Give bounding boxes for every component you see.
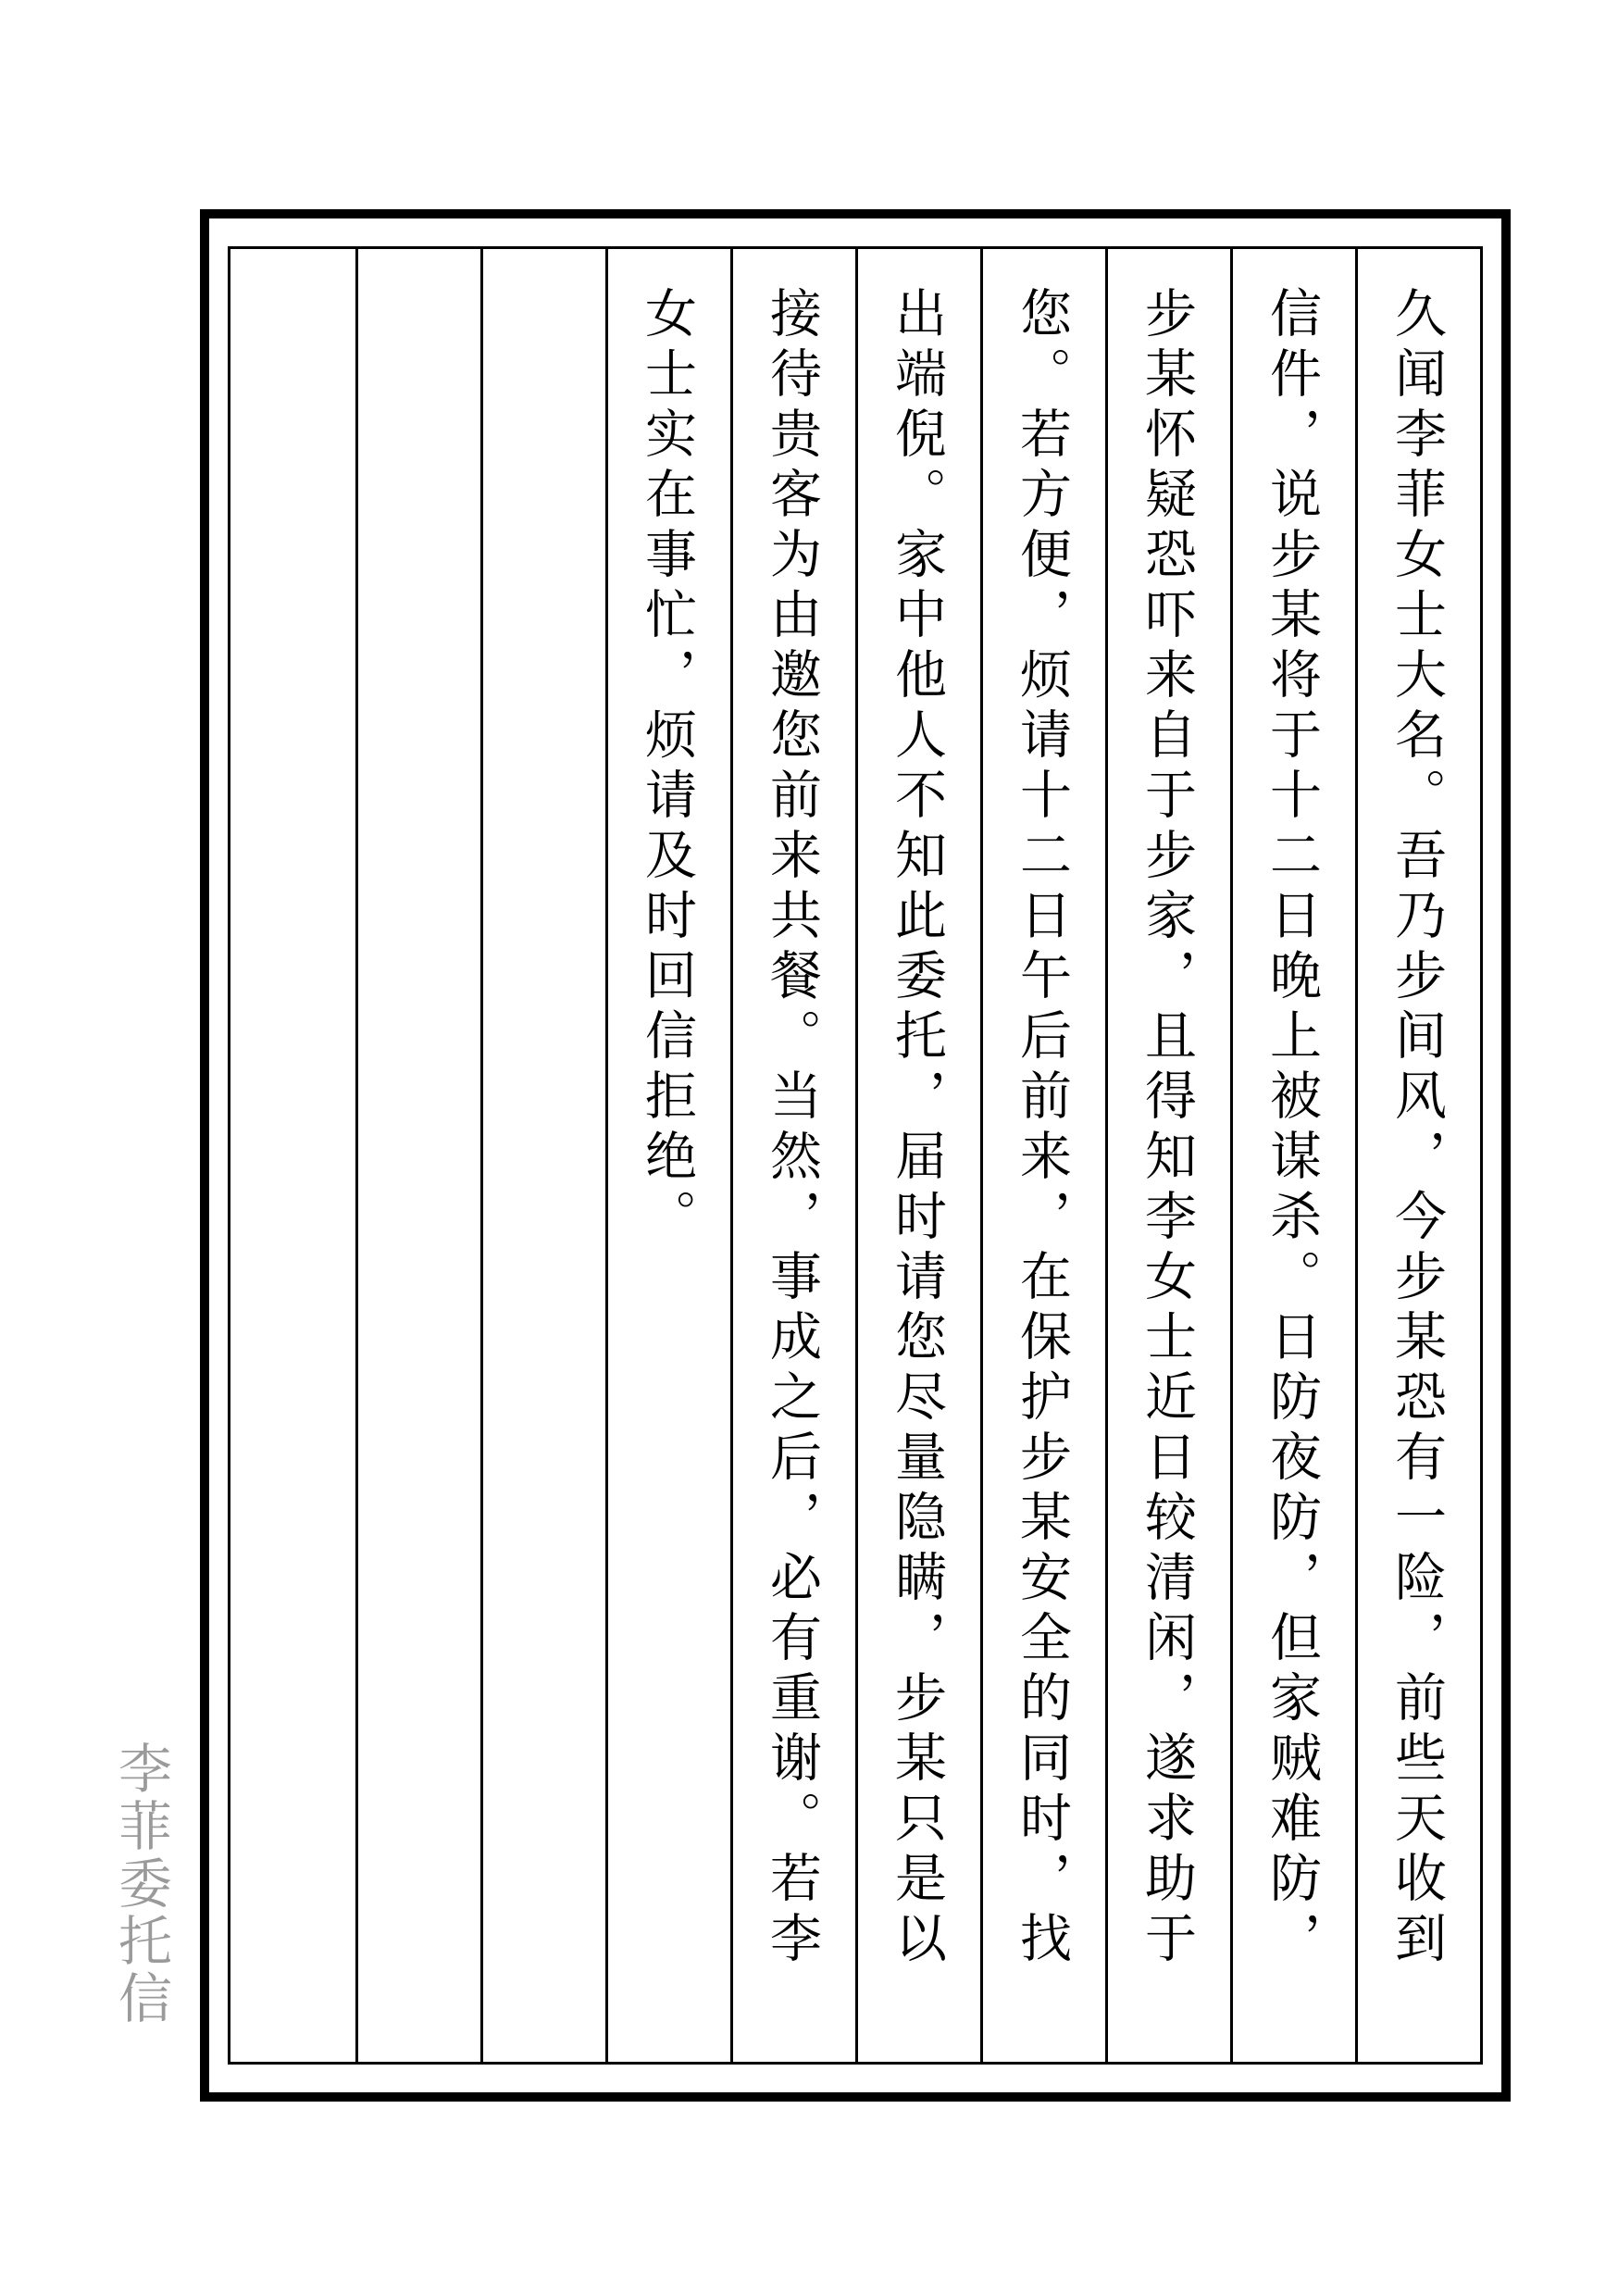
letter-column xyxy=(730,249,855,2062)
letter-line: 步某怀疑恐吓来自于步家，且得知李女士近日较清闲，遂求助于 xyxy=(1137,286,1197,1971)
letter-line: 久闻李菲女士大名。吾乃步间风，今步某恐有一险，前些天收到 xyxy=(1387,286,1447,1971)
letter-line: 出端倪。家中他人不知此委托，届时请您尽量隐瞒，步某只是以 xyxy=(887,286,947,1971)
letter-column xyxy=(1105,249,1230,2062)
letter-line: 您。若方便，烦请十二日午后前来，在保护步某安全的同时，找 xyxy=(1012,286,1072,1971)
letter-column xyxy=(1355,249,1480,2062)
letter-line: 女士实在事忙，烦请及时回信拒绝。 xyxy=(637,286,697,1249)
letter-column-empty xyxy=(480,249,605,2062)
letter-column xyxy=(855,249,980,2062)
letter-line: 接待贵客为由邀您前来共餐。当然，事成之后，必有重谢。若李 xyxy=(762,286,822,1971)
letter-column xyxy=(605,249,730,2062)
letter-column xyxy=(1230,249,1355,2062)
letter-grid xyxy=(228,246,1483,2065)
letter-line: 信件，说步某将于十二日晚上被谋杀。日防夜防，但家贼难防， xyxy=(1262,286,1322,1971)
letter-column xyxy=(980,249,1105,2062)
letter-column-empty xyxy=(355,249,480,2062)
letter-column-empty xyxy=(230,249,355,2062)
document-title: 李菲委托信 xyxy=(109,1741,172,2028)
